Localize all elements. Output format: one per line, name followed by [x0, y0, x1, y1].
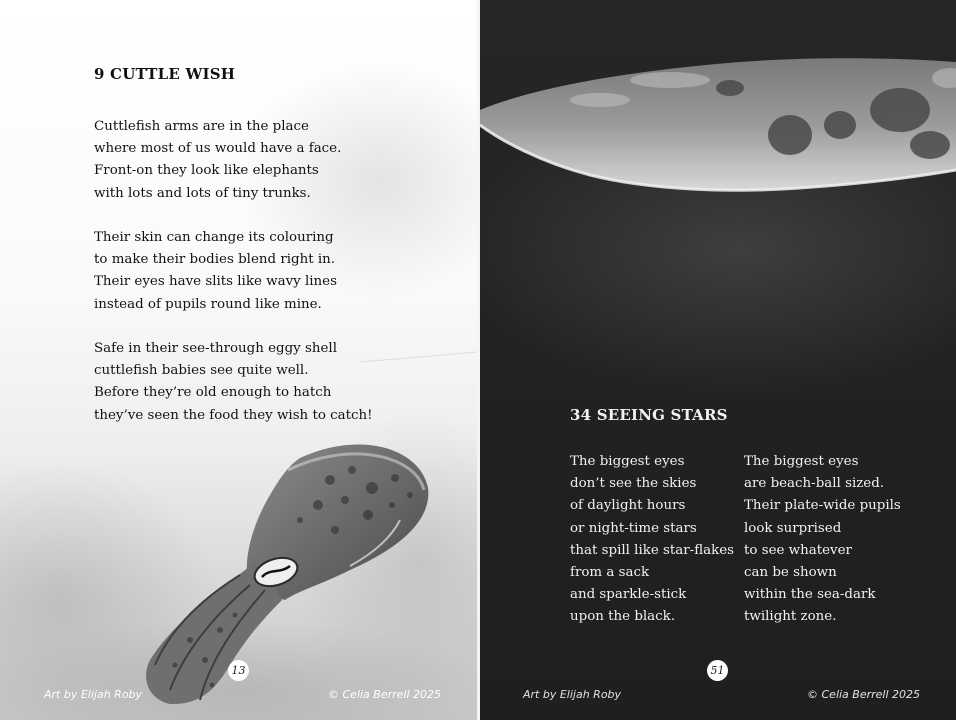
poem-line: from a sack	[570, 565, 650, 581]
poem-line: Cuttlefish arms are in the place	[94, 119, 309, 134]
copyright: © Celia Berrell 2025	[328, 688, 442, 701]
poem-line: and sparkle-stick	[570, 587, 687, 603]
right-page	[480, 0, 956, 720]
poem-line: don’t see the skies	[570, 476, 697, 492]
poem-line: The biggest eyes	[744, 454, 859, 469]
poem-line: cuttlefish babies see quite well.	[94, 363, 309, 379]
poem-line: within the sea-dark	[744, 587, 876, 603]
poem-title: 34 SEEING STARS	[570, 406, 728, 424]
poem-line: can be shown	[744, 565, 837, 581]
poem-line: to see whatever	[744, 542, 852, 558]
poem-line: with lots and lots of tiny trunks.	[94, 185, 311, 201]
stanza-2	[94, 227, 337, 316]
art-credit: Art by Elijah Roby	[523, 688, 622, 701]
poem-line: twilight zone.	[744, 609, 837, 625]
poem-line: Front-on they look like elephants	[94, 163, 319, 179]
art-credit: Art by Elijah Roby	[44, 688, 143, 701]
poem-line: Their skin can change its colouring	[94, 230, 334, 245]
poem-line: upon the black.	[570, 609, 676, 625]
poem-title: 9 CUTTLE WISH	[94, 65, 236, 83]
poem-line: Their plate-wide pupils	[744, 498, 901, 514]
poem-line: that spill like star-flakes	[570, 542, 735, 558]
poem-column-right	[744, 451, 901, 629]
poem-line: Before they’re old enough to hatch	[94, 385, 332, 401]
stanza-3	[94, 338, 373, 427]
stanza-1	[94, 116, 341, 205]
poem-column-left	[570, 451, 734, 629]
poem-line: they’ve seen the food they wish to catch!	[94, 407, 373, 423]
poem-line: where most of us would have a face.	[94, 141, 342, 157]
left-page	[0, 0, 477, 720]
poem-line: Safe in their see-through eggy shell	[94, 341, 337, 356]
poem-line: of daylight hours	[570, 498, 686, 514]
poem-line: are beach-ball sized.	[744, 476, 885, 492]
poem-line: or night-time stars	[570, 520, 697, 536]
poem-line: to make their bodies blend right in.	[94, 252, 335, 268]
poem-line: look surprised	[744, 520, 842, 536]
page-number: 51	[707, 660, 728, 681]
copyright: © Celia Berrell 2025	[807, 688, 921, 701]
page-number: 13	[228, 660, 249, 681]
poem-line: instead of pupils round like mine.	[94, 296, 322, 312]
poem-line: Their eyes have slits like wavy lines	[94, 274, 337, 290]
poem-line: The biggest eyes	[570, 454, 685, 469]
